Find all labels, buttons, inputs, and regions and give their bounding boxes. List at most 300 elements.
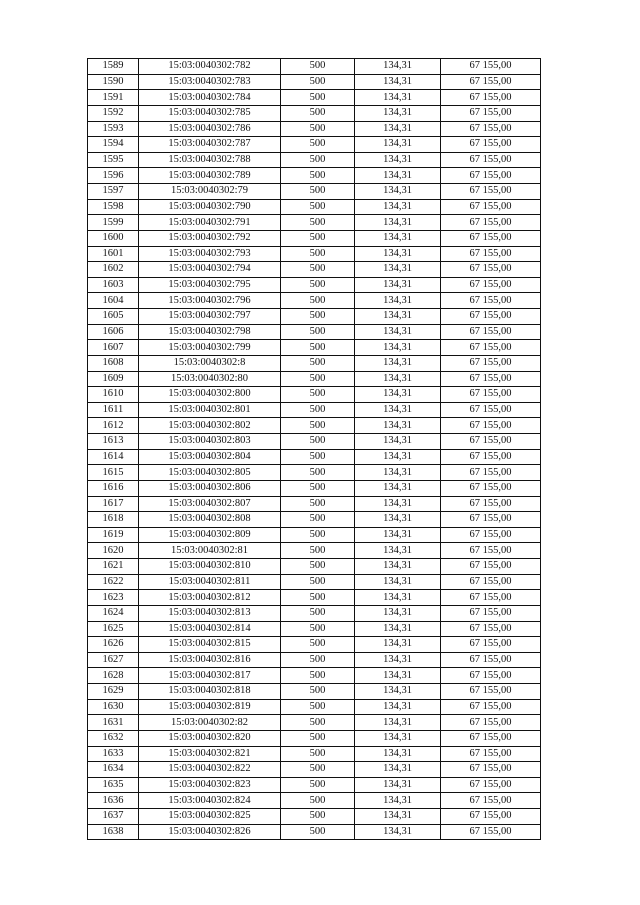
price-cell: 134,31 bbox=[355, 121, 441, 137]
area-cell: 500 bbox=[281, 152, 355, 168]
table-row bbox=[88, 215, 541, 231]
price-cell: 134,31 bbox=[355, 168, 441, 184]
row-number-cell: 1598 bbox=[88, 199, 139, 215]
price-cell: 134,31 bbox=[355, 652, 441, 668]
table-row bbox=[88, 371, 541, 387]
area-cell: 500 bbox=[281, 387, 355, 403]
area-cell: 500 bbox=[281, 371, 355, 387]
row-number-cell: 1623 bbox=[88, 590, 139, 606]
table-row bbox=[88, 590, 541, 606]
price-cell: 134,31 bbox=[355, 387, 441, 403]
area-cell: 500 bbox=[281, 340, 355, 356]
price-cell: 134,31 bbox=[355, 637, 441, 653]
table-row bbox=[88, 809, 541, 825]
row-number-cell: 1622 bbox=[88, 574, 139, 590]
total-cell: 67 155,00 bbox=[441, 590, 541, 606]
area-cell: 500 bbox=[281, 746, 355, 762]
row-number-cell: 1632 bbox=[88, 730, 139, 746]
total-cell: 67 155,00 bbox=[441, 449, 541, 465]
row-number-cell: 1620 bbox=[88, 543, 139, 559]
table-row bbox=[88, 355, 541, 371]
area-cell: 500 bbox=[281, 465, 355, 481]
cadastral-number-cell: 15:03:0040302:819 bbox=[139, 699, 281, 715]
total-cell: 67 155,00 bbox=[441, 402, 541, 418]
total-cell: 67 155,00 bbox=[441, 309, 541, 325]
total-cell: 67 155,00 bbox=[441, 730, 541, 746]
row-number-cell: 1614 bbox=[88, 449, 139, 465]
cadastral-number-cell: 15:03:0040302:790 bbox=[139, 199, 281, 215]
area-cell: 500 bbox=[281, 90, 355, 106]
table-row bbox=[88, 605, 541, 621]
table-row bbox=[88, 184, 541, 200]
cadastral-number-cell: 15:03:0040302:80 bbox=[139, 371, 281, 387]
row-number-cell: 1593 bbox=[88, 121, 139, 137]
cadastral-number-cell: 15:03:0040302:821 bbox=[139, 746, 281, 762]
total-cell: 67 155,00 bbox=[441, 418, 541, 434]
price-cell: 134,31 bbox=[355, 59, 441, 75]
table-row bbox=[88, 496, 541, 512]
row-number-cell: 1594 bbox=[88, 137, 139, 153]
row-number-cell: 1625 bbox=[88, 621, 139, 637]
total-cell: 67 155,00 bbox=[441, 246, 541, 262]
cadastral-number-cell: 15:03:0040302:79 bbox=[139, 184, 281, 200]
cadastral-number-cell: 15:03:0040302:784 bbox=[139, 90, 281, 106]
area-cell: 500 bbox=[281, 168, 355, 184]
price-cell: 134,31 bbox=[355, 434, 441, 450]
row-number-cell: 1624 bbox=[88, 605, 139, 621]
price-cell: 134,31 bbox=[355, 246, 441, 262]
total-cell: 67 155,00 bbox=[441, 652, 541, 668]
area-cell: 500 bbox=[281, 277, 355, 293]
table-row bbox=[88, 480, 541, 496]
price-cell: 134,31 bbox=[355, 324, 441, 340]
total-cell: 67 155,00 bbox=[441, 168, 541, 184]
table-row bbox=[88, 434, 541, 450]
price-cell: 134,31 bbox=[355, 746, 441, 762]
price-cell: 134,31 bbox=[355, 199, 441, 215]
price-cell: 134,31 bbox=[355, 684, 441, 700]
total-cell: 67 155,00 bbox=[441, 74, 541, 90]
total-cell: 67 155,00 bbox=[441, 121, 541, 137]
cadastral-number-cell: 15:03:0040302:801 bbox=[139, 402, 281, 418]
price-cell: 134,31 bbox=[355, 309, 441, 325]
cadastral-number-cell: 15:03:0040302:787 bbox=[139, 137, 281, 153]
total-cell: 67 155,00 bbox=[441, 387, 541, 403]
price-cell: 134,31 bbox=[355, 809, 441, 825]
row-number-cell: 1619 bbox=[88, 527, 139, 543]
cadastral-number-cell: 15:03:0040302:822 bbox=[139, 762, 281, 778]
cadastral-number-cell: 15:03:0040302:810 bbox=[139, 559, 281, 575]
price-cell: 134,31 bbox=[355, 152, 441, 168]
cadastral-number-cell: 15:03:0040302:798 bbox=[139, 324, 281, 340]
table-body bbox=[88, 59, 541, 840]
area-cell: 500 bbox=[281, 637, 355, 653]
cadastral-number-cell: 15:03:0040302:783 bbox=[139, 74, 281, 90]
cadastral-number-cell: 15:03:0040302:799 bbox=[139, 340, 281, 356]
area-cell: 500 bbox=[281, 605, 355, 621]
cadastral-number-cell: 15:03:0040302:792 bbox=[139, 230, 281, 246]
row-number-cell: 1592 bbox=[88, 105, 139, 121]
table-row bbox=[88, 559, 541, 575]
cadastral-number-cell: 15:03:0040302:817 bbox=[139, 668, 281, 684]
row-number-cell: 1635 bbox=[88, 777, 139, 793]
price-cell: 134,31 bbox=[355, 371, 441, 387]
row-number-cell: 1615 bbox=[88, 465, 139, 481]
row-number-cell: 1616 bbox=[88, 480, 139, 496]
total-cell: 67 155,00 bbox=[441, 574, 541, 590]
price-cell: 134,31 bbox=[355, 512, 441, 528]
area-cell: 500 bbox=[281, 543, 355, 559]
total-cell: 67 155,00 bbox=[441, 105, 541, 121]
price-cell: 134,31 bbox=[355, 105, 441, 121]
area-cell: 500 bbox=[281, 621, 355, 637]
total-cell: 67 155,00 bbox=[441, 824, 541, 840]
total-cell: 67 155,00 bbox=[441, 230, 541, 246]
total-cell: 67 155,00 bbox=[441, 199, 541, 215]
table-row bbox=[88, 574, 541, 590]
table-row bbox=[88, 168, 541, 184]
price-cell: 134,31 bbox=[355, 293, 441, 309]
table-row bbox=[88, 402, 541, 418]
cadastral-number-cell: 15:03:0040302:812 bbox=[139, 590, 281, 606]
table-row bbox=[88, 449, 541, 465]
price-cell: 134,31 bbox=[355, 277, 441, 293]
table-row bbox=[88, 277, 541, 293]
cadastral-number-cell: 15:03:0040302:785 bbox=[139, 105, 281, 121]
cadastral-number-cell: 15:03:0040302:81 bbox=[139, 543, 281, 559]
area-cell: 500 bbox=[281, 527, 355, 543]
total-cell: 67 155,00 bbox=[441, 512, 541, 528]
area-cell: 500 bbox=[281, 137, 355, 153]
total-cell: 67 155,00 bbox=[441, 668, 541, 684]
area-cell: 500 bbox=[281, 215, 355, 231]
total-cell: 67 155,00 bbox=[441, 434, 541, 450]
area-cell: 500 bbox=[281, 199, 355, 215]
area-cell: 500 bbox=[281, 449, 355, 465]
total-cell: 67 155,00 bbox=[441, 715, 541, 731]
row-number-cell: 1603 bbox=[88, 277, 139, 293]
row-number-cell: 1596 bbox=[88, 168, 139, 184]
price-cell: 134,31 bbox=[355, 824, 441, 840]
area-cell: 500 bbox=[281, 684, 355, 700]
table-row bbox=[88, 715, 541, 731]
area-cell: 500 bbox=[281, 402, 355, 418]
cadastral-number-cell: 15:03:0040302:82 bbox=[139, 715, 281, 731]
cadastral-number-cell: 15:03:0040302:796 bbox=[139, 293, 281, 309]
row-number-cell: 1590 bbox=[88, 74, 139, 90]
area-cell: 500 bbox=[281, 559, 355, 575]
table-row bbox=[88, 121, 541, 137]
total-cell: 67 155,00 bbox=[441, 637, 541, 653]
total-cell: 67 155,00 bbox=[441, 59, 541, 75]
total-cell: 67 155,00 bbox=[441, 277, 541, 293]
row-number-cell: 1604 bbox=[88, 293, 139, 309]
total-cell: 67 155,00 bbox=[441, 684, 541, 700]
price-cell: 134,31 bbox=[355, 355, 441, 371]
cadastral-number-cell: 15:03:0040302:820 bbox=[139, 730, 281, 746]
row-number-cell: 1600 bbox=[88, 230, 139, 246]
price-cell: 134,31 bbox=[355, 262, 441, 278]
area-cell: 500 bbox=[281, 809, 355, 825]
row-number-cell: 1601 bbox=[88, 246, 139, 262]
row-number-cell: 1636 bbox=[88, 793, 139, 809]
area-cell: 500 bbox=[281, 777, 355, 793]
price-cell: 134,31 bbox=[355, 621, 441, 637]
table-row bbox=[88, 637, 541, 653]
cadastral-number-cell: 15:03:0040302:811 bbox=[139, 574, 281, 590]
cadastral-number-cell: 15:03:0040302:786 bbox=[139, 121, 281, 137]
row-number-cell: 1626 bbox=[88, 637, 139, 653]
total-cell: 67 155,00 bbox=[441, 371, 541, 387]
area-cell: 500 bbox=[281, 121, 355, 137]
table-row bbox=[88, 684, 541, 700]
price-cell: 134,31 bbox=[355, 715, 441, 731]
area-cell: 500 bbox=[281, 74, 355, 90]
cadastral-number-cell: 15:03:0040302:803 bbox=[139, 434, 281, 450]
price-cell: 134,31 bbox=[355, 90, 441, 106]
table-row bbox=[88, 340, 541, 356]
row-number-cell: 1602 bbox=[88, 262, 139, 278]
total-cell: 67 155,00 bbox=[441, 496, 541, 512]
table-row bbox=[88, 777, 541, 793]
area-cell: 500 bbox=[281, 230, 355, 246]
cadastral-number-cell: 15:03:0040302:818 bbox=[139, 684, 281, 700]
area-cell: 500 bbox=[281, 762, 355, 778]
total-cell: 67 155,00 bbox=[441, 465, 541, 481]
row-number-cell: 1617 bbox=[88, 496, 139, 512]
table-row bbox=[88, 465, 541, 481]
price-cell: 134,31 bbox=[355, 418, 441, 434]
row-number-cell: 1621 bbox=[88, 559, 139, 575]
price-cell: 134,31 bbox=[355, 590, 441, 606]
cadastral-number-cell: 15:03:0040302:788 bbox=[139, 152, 281, 168]
table-row bbox=[88, 387, 541, 403]
area-cell: 500 bbox=[281, 324, 355, 340]
table-row bbox=[88, 746, 541, 762]
cadastral-number-cell: 15:03:0040302:816 bbox=[139, 652, 281, 668]
table-row bbox=[88, 90, 541, 106]
total-cell: 67 155,00 bbox=[441, 777, 541, 793]
row-number-cell: 1637 bbox=[88, 809, 139, 825]
cadastral-number-cell: 15:03:0040302:795 bbox=[139, 277, 281, 293]
total-cell: 67 155,00 bbox=[441, 746, 541, 762]
row-number-cell: 1607 bbox=[88, 340, 139, 356]
table-row bbox=[88, 262, 541, 278]
total-cell: 67 155,00 bbox=[441, 215, 541, 231]
area-cell: 500 bbox=[281, 480, 355, 496]
total-cell: 67 155,00 bbox=[441, 293, 541, 309]
table-row bbox=[88, 621, 541, 637]
area-cell: 500 bbox=[281, 715, 355, 731]
price-cell: 134,31 bbox=[355, 777, 441, 793]
price-cell: 134,31 bbox=[355, 793, 441, 809]
row-number-cell: 1634 bbox=[88, 762, 139, 778]
total-cell: 67 155,00 bbox=[441, 262, 541, 278]
price-cell: 134,31 bbox=[355, 574, 441, 590]
table-row bbox=[88, 668, 541, 684]
total-cell: 67 155,00 bbox=[441, 527, 541, 543]
total-cell: 67 155,00 bbox=[441, 605, 541, 621]
cadastral-number-cell: 15:03:0040302:782 bbox=[139, 59, 281, 75]
area-cell: 500 bbox=[281, 309, 355, 325]
cadastral-number-cell: 15:03:0040302:814 bbox=[139, 621, 281, 637]
total-cell: 67 155,00 bbox=[441, 559, 541, 575]
cadastral-number-cell: 15:03:0040302:797 bbox=[139, 309, 281, 325]
total-cell: 67 155,00 bbox=[441, 324, 541, 340]
table-row bbox=[88, 699, 541, 715]
price-cell: 134,31 bbox=[355, 465, 441, 481]
table-row bbox=[88, 512, 541, 528]
table-row bbox=[88, 199, 541, 215]
area-cell: 500 bbox=[281, 293, 355, 309]
area-cell: 500 bbox=[281, 824, 355, 840]
area-cell: 500 bbox=[281, 699, 355, 715]
cadastral-number-cell: 15:03:0040302:808 bbox=[139, 512, 281, 528]
area-cell: 500 bbox=[281, 105, 355, 121]
total-cell: 67 155,00 bbox=[441, 699, 541, 715]
price-cell: 134,31 bbox=[355, 762, 441, 778]
area-cell: 500 bbox=[281, 512, 355, 528]
price-cell: 134,31 bbox=[355, 184, 441, 200]
price-cell: 134,31 bbox=[355, 449, 441, 465]
price-cell: 134,31 bbox=[355, 605, 441, 621]
row-number-cell: 1638 bbox=[88, 824, 139, 840]
table-row bbox=[88, 652, 541, 668]
area-cell: 500 bbox=[281, 590, 355, 606]
total-cell: 67 155,00 bbox=[441, 793, 541, 809]
cadastral-number-cell: 15:03:0040302:802 bbox=[139, 418, 281, 434]
table-row bbox=[88, 59, 541, 75]
price-cell: 134,31 bbox=[355, 402, 441, 418]
cadastral-number-cell: 15:03:0040302:791 bbox=[139, 215, 281, 231]
price-cell: 134,31 bbox=[355, 527, 441, 543]
area-cell: 500 bbox=[281, 668, 355, 684]
row-number-cell: 1631 bbox=[88, 715, 139, 731]
cadastral-number-cell: 15:03:0040302:807 bbox=[139, 496, 281, 512]
table-row bbox=[88, 543, 541, 559]
area-cell: 500 bbox=[281, 355, 355, 371]
row-number-cell: 1609 bbox=[88, 371, 139, 387]
table-row bbox=[88, 762, 541, 778]
row-number-cell: 1610 bbox=[88, 387, 139, 403]
cadastral-number-cell: 15:03:0040302:825 bbox=[139, 809, 281, 825]
cadastral-number-cell: 15:03:0040302:804 bbox=[139, 449, 281, 465]
row-number-cell: 1611 bbox=[88, 402, 139, 418]
row-number-cell: 1633 bbox=[88, 746, 139, 762]
table-row bbox=[88, 152, 541, 168]
table-row bbox=[88, 293, 541, 309]
table-row bbox=[88, 824, 541, 840]
total-cell: 67 155,00 bbox=[441, 340, 541, 356]
cadastral-number-cell: 15:03:0040302:8 bbox=[139, 355, 281, 371]
total-cell: 67 155,00 bbox=[441, 543, 541, 559]
total-cell: 67 155,00 bbox=[441, 184, 541, 200]
price-cell: 134,31 bbox=[355, 543, 441, 559]
row-number-cell: 1589 bbox=[88, 59, 139, 75]
table-row bbox=[88, 105, 541, 121]
row-number-cell: 1606 bbox=[88, 324, 139, 340]
price-cell: 134,31 bbox=[355, 230, 441, 246]
total-cell: 67 155,00 bbox=[441, 137, 541, 153]
table-row bbox=[88, 527, 541, 543]
row-number-cell: 1597 bbox=[88, 184, 139, 200]
total-cell: 67 155,00 bbox=[441, 152, 541, 168]
cadastral-number-cell: 15:03:0040302:826 bbox=[139, 824, 281, 840]
row-number-cell: 1608 bbox=[88, 355, 139, 371]
cadastral-number-cell: 15:03:0040302:823 bbox=[139, 777, 281, 793]
cadastral-number-cell: 15:03:0040302:815 bbox=[139, 637, 281, 653]
table-row bbox=[88, 324, 541, 340]
price-cell: 134,31 bbox=[355, 730, 441, 746]
row-number-cell: 1591 bbox=[88, 90, 139, 106]
total-cell: 67 155,00 bbox=[441, 90, 541, 106]
price-cell: 134,31 bbox=[355, 699, 441, 715]
table-row bbox=[88, 137, 541, 153]
row-number-cell: 1630 bbox=[88, 699, 139, 715]
table-row bbox=[88, 730, 541, 746]
cadastral-number-cell: 15:03:0040302:794 bbox=[139, 262, 281, 278]
row-number-cell: 1627 bbox=[88, 652, 139, 668]
price-cell: 134,31 bbox=[355, 340, 441, 356]
row-number-cell: 1618 bbox=[88, 512, 139, 528]
area-cell: 500 bbox=[281, 59, 355, 75]
total-cell: 67 155,00 bbox=[441, 480, 541, 496]
table-row bbox=[88, 246, 541, 262]
total-cell: 67 155,00 bbox=[441, 355, 541, 371]
area-cell: 500 bbox=[281, 574, 355, 590]
area-cell: 500 bbox=[281, 184, 355, 200]
row-number-cell: 1613 bbox=[88, 434, 139, 450]
price-cell: 134,31 bbox=[355, 215, 441, 231]
price-cell: 134,31 bbox=[355, 559, 441, 575]
row-number-cell: 1605 bbox=[88, 309, 139, 325]
area-cell: 500 bbox=[281, 496, 355, 512]
price-cell: 134,31 bbox=[355, 74, 441, 90]
price-cell: 134,31 bbox=[355, 480, 441, 496]
price-cell: 134,31 bbox=[355, 496, 441, 512]
parcel-table bbox=[87, 58, 541, 840]
cadastral-number-cell: 15:03:0040302:806 bbox=[139, 480, 281, 496]
table-row bbox=[88, 793, 541, 809]
price-cell: 134,31 bbox=[355, 137, 441, 153]
cadastral-number-cell: 15:03:0040302:789 bbox=[139, 168, 281, 184]
area-cell: 500 bbox=[281, 652, 355, 668]
total-cell: 67 155,00 bbox=[441, 762, 541, 778]
cadastral-number-cell: 15:03:0040302:824 bbox=[139, 793, 281, 809]
area-cell: 500 bbox=[281, 730, 355, 746]
area-cell: 500 bbox=[281, 434, 355, 450]
row-number-cell: 1612 bbox=[88, 418, 139, 434]
table-row bbox=[88, 418, 541, 434]
row-number-cell: 1595 bbox=[88, 152, 139, 168]
row-number-cell: 1599 bbox=[88, 215, 139, 231]
cadastral-number-cell: 15:03:0040302:800 bbox=[139, 387, 281, 403]
total-cell: 67 155,00 bbox=[441, 809, 541, 825]
cadastral-number-cell: 15:03:0040302:793 bbox=[139, 246, 281, 262]
cadastral-number-cell: 15:03:0040302:809 bbox=[139, 527, 281, 543]
row-number-cell: 1628 bbox=[88, 668, 139, 684]
price-cell: 134,31 bbox=[355, 668, 441, 684]
area-cell: 500 bbox=[281, 793, 355, 809]
area-cell: 500 bbox=[281, 418, 355, 434]
area-cell: 500 bbox=[281, 246, 355, 262]
cadastral-number-cell: 15:03:0040302:805 bbox=[139, 465, 281, 481]
cadastral-number-cell: 15:03:0040302:813 bbox=[139, 605, 281, 621]
total-cell: 67 155,00 bbox=[441, 621, 541, 637]
table-row bbox=[88, 230, 541, 246]
row-number-cell: 1629 bbox=[88, 684, 139, 700]
table-row bbox=[88, 309, 541, 325]
